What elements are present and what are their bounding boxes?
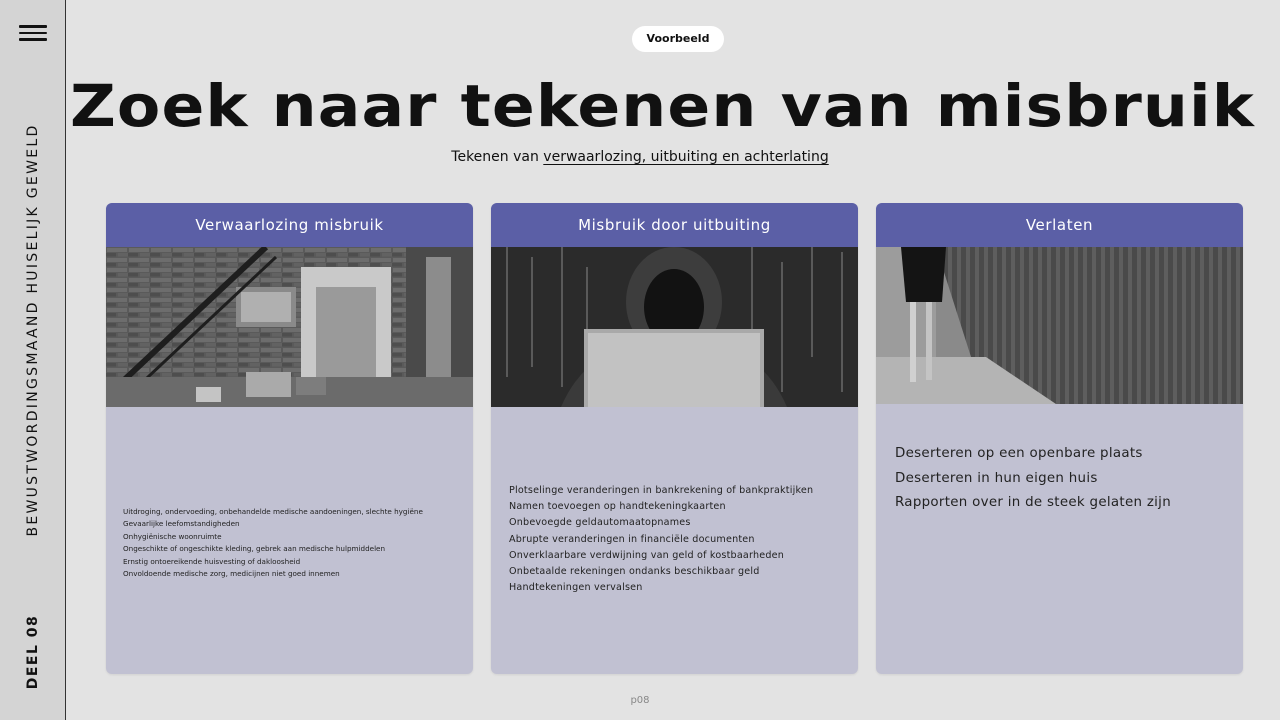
card-title: Verwaarlozing misbruik [106,203,473,247]
list-item: Onverklaarbare verdwijning van geld of kostbaarheden [509,549,785,561]
signs-list [491,483,858,596]
subtitle-prefix: Tekenen van [451,149,544,165]
list-item: Onbetaalde rekeningen ondanks beschikbaar geld [509,566,760,578]
woman-walking-corridor-photo [876,247,1243,404]
subtitle-link[interactable]: verwaarlozing, uitbuiting en achterlating [543,149,829,165]
hamburger-menu-icon[interactable] [19,23,47,43]
card-body [106,506,473,580]
list-item: Gevaarlijke leefomstandigheden [123,519,240,529]
list-item: Onvoldoende medische zorg, medicijnen niet goed innemen [123,569,340,579]
list-item: Deserteren op een openbare plaats [895,446,1143,461]
card-exploitation [491,203,858,674]
list-item: Handtekeningen vervalsen [509,582,643,594]
list-item: Abrupte veranderingen in financiële documenten [509,533,755,545]
list-item: Ernstig ontoereikende huisvesting of dakloosheid [123,556,301,566]
vertical-title: BEWUSTWORDINGSMAAND HUISELIJK GEWELD [25,123,41,537]
card-body [876,442,1243,516]
card-abandonment [876,203,1243,674]
signs-list [876,442,1243,516]
signs-list [106,506,473,580]
card-neglect [106,203,473,674]
list-item: Ongeschikte of ongeschikte kleding, gebrek aan medische hulpmiddelen [123,544,386,554]
abandoned-building-photo [106,247,473,407]
example-badge: Voorbeeld [632,26,724,52]
sidebar [0,0,66,720]
list-item: Namen toevoegen op handtekeningkaarten [509,501,726,513]
list-item: Onhygiënische woonruimte [123,531,222,541]
subtitle [0,149,1280,165]
page-title: Zoek naar tekenen van misbruik [70,72,1255,140]
section-label: DEEL 08 [25,614,41,690]
list-item: Uitdroging, ondervoeding, onbehandelde medische aandoeningen, slechte hygiëne [123,507,423,516]
card-title: Verlaten [876,203,1243,247]
card-title: Misbruik door uitbuiting [491,203,858,247]
hooded-hacker-laptop-photo [491,247,858,407]
list-item: Plotselinge veranderingen in bankrekening of bankpraktijken [509,485,814,496]
list-item: Onbevoegde geldautomaatopnames [509,517,691,529]
card-body [491,483,858,596]
page-number: p08 [630,695,650,706]
list-item: Rapporten over in de steek gelaten zijn [895,495,1171,510]
list-item: Deserteren in hun eigen huis [895,470,1098,486]
